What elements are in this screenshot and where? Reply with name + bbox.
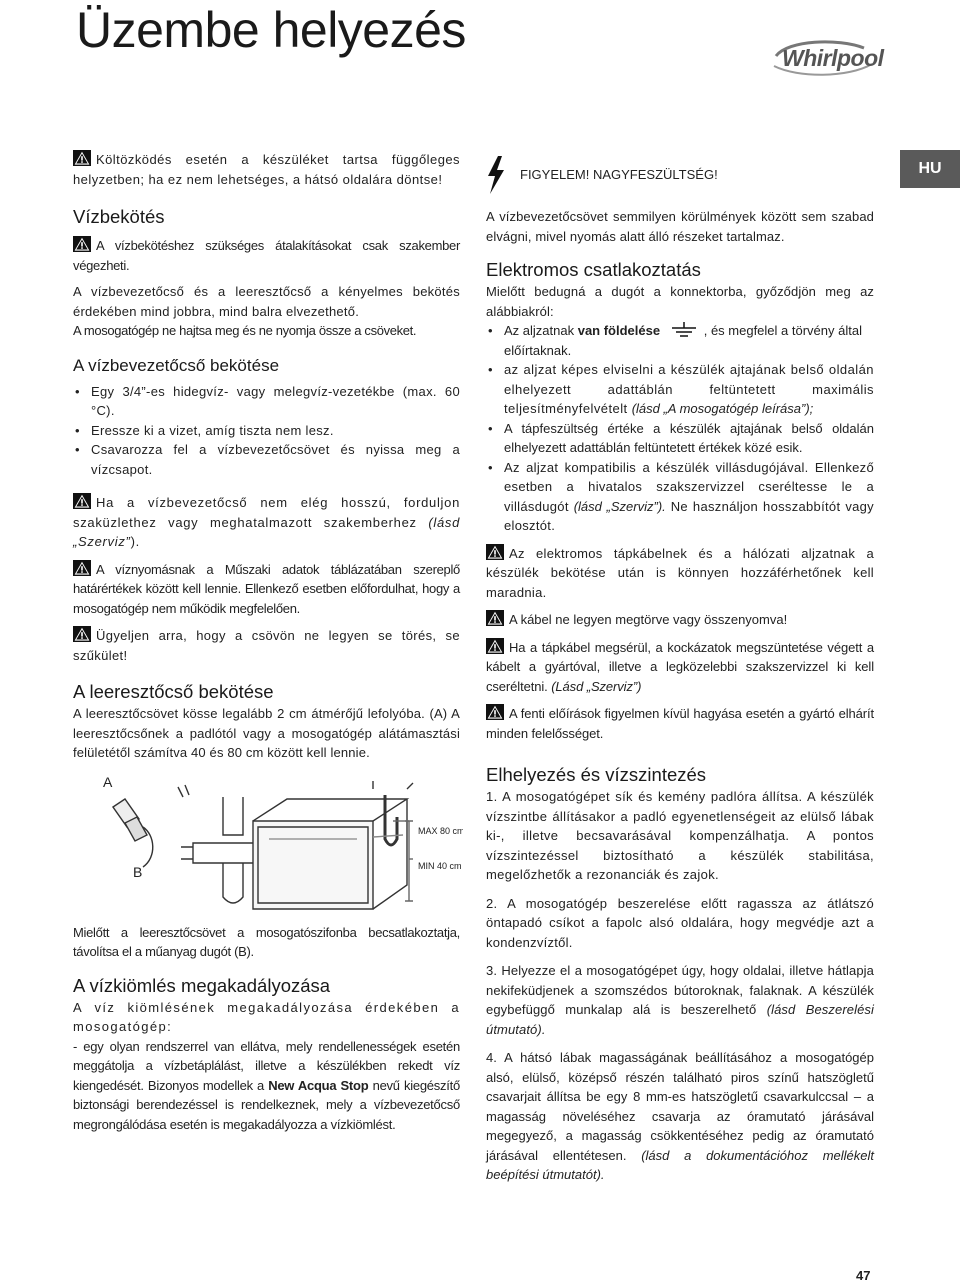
warning-icon — [73, 560, 91, 576]
flood-paragraph-2: - egy olyan rendszerrel van ellátva, mely rendellenességek esetén meggátolja a vízbetáplálást, illetve a készülékben rekedt víz kiengedését. Bizonyos modellek a New Acqua Stop nevű kiegészítő biztonsági berendezéssel is rendelkeznek, mely a vízbevezetőcső megrongálódása esetén is megakadályozza a vízkiömlést. — [73, 1038, 460, 1132]
damaged-cable-warning: Ha a tápkábel megsérül, a kockázatok megszüntetése végett a kábelt a gyártóval, illetve a legközelebbi szakszervizzel ki kell cseréltetni. (Lásd „Szerviz”) — [486, 639, 874, 694]
list-item: • Az aljzat kompatibilis a készülék villásdugójával. Ellenkező esetben a hivatalos szakszervizzel cseréltesse le a villásdugót (lásd „Szerviz”). Ne használjon hosszabbítót vagy elosztót. — [486, 458, 874, 536]
figure-label-a: A — [103, 776, 113, 790]
whirlpool-logo — [768, 38, 884, 80]
drain-diagram — [73, 777, 463, 915]
cable-kink-warning: A kábel ne legyen megtörve vagy összenyomva! — [486, 610, 874, 630]
figure-max-label: MAX 80 cm — [418, 825, 463, 836]
water-paragraph-2: A vízbevezetőcső és a leeresztőcső a kényelmes bekötés érdekében mind jobbra, mind balra elvezethető. — [73, 284, 460, 319]
page-number: 47 — [856, 1268, 871, 1283]
leveling-paragraph-1: 1. A mosogatógépet sík és kemény padlóra állítsa. A készülék vízszintbe állításakor a padló egyenetlenségeit az elülső lábak ki-, illetve becsavarásával kompenzálhatja. A pontos vízszintezéssel biztosítható a készülék stabilitása, megelőzhetők a rezonanciák és zajok. — [486, 789, 874, 882]
leveling-paragraph-3: 3. Helyezze el a mosogatógépet úgy, hogy oldalai, illetve hátlapja nekifeküdjenek a szomszédos bútoroknak, falaknak. A készülék egybefüggő munkalap alá is beszerelhető (lásd Beszerelési útmutató). — [486, 963, 874, 1037]
water-paragraph-3: A mosogatógép ne hajtsa meg és ne nyomja össze a csöveket. — [73, 323, 417, 338]
kink-warning: Ügyeljen arra, hogy a csövön ne legyen se törés, se szűkület! — [73, 628, 460, 663]
inlet-bullet-list — [73, 382, 460, 480]
figure-min-label: MIN 40 cm — [418, 860, 462, 871]
warning-icon — [73, 150, 91, 166]
page-title: Üzembe helyezés — [76, 2, 466, 58]
cable-access-warning: Az elektromos tápkábelnek és a hálózati aljzatnak a készülék bekötése után is könnyen hozzáférhetőnek kell maradnia. — [486, 545, 874, 600]
leveling-paragraph-4: 4. A hátsó lábak magasságának beállításához a mosogatógép alsó, elülső, középső részén található piros színű hatszögletű csavarjait állítsa be egy 8 mm-es hatszögletű csavarkulccsal – a magasság növeléséhez csavarja az óramutató járásával megegyező, a magasság csökkentéséhez pedig az óramutató járásával ellentétesen. (lásd a dokumentációhoz mellékelt beépítési útmutatót). — [486, 1050, 875, 1182]
drain-hose-heading: A leeresztőcső bekötése — [73, 681, 274, 702]
high-voltage-title: FIGYELEM! NAGYFESZÜLTSÉG! — [520, 167, 718, 183]
brand-name: Whirlpool — [782, 45, 884, 71]
drain-paragraph: A leeresztőcsövet kösse legalább 2 cm átmérőjű lefolyóba. (A) A leeresztőcsőnek a padlótól vagy a mosogatógép alátámasztási felületétől számítva 40 és 80 cm között kell lennie. — [73, 706, 460, 760]
list-item: • Egy 3/4”-es hidegvíz- vagy melegvíz-vezetékbe (max. 60 °C). — [73, 382, 460, 421]
list-item: • Az aljzatnak van földelése , és megfelel a törvény által előírtaknak. — [486, 321, 874, 360]
flood-paragraph-1: A víz kiömlésének megakadályozása érdekében a mosogatógép: — [73, 999, 460, 1034]
high-voltage-paragraph: A vízbevezetőcsövet semmilyen körülmények között sem szabad elvágni, mivel nyomás alatt álló részeket tartalmaz. — [486, 209, 874, 244]
warning-icon — [73, 626, 91, 642]
warning-icon — [73, 236, 91, 252]
warning-icon — [486, 610, 504, 626]
list-item: • Eressze ki a vizet, amíg tiszta nem lesz. — [73, 421, 460, 441]
warning-icon — [486, 638, 504, 654]
warning-icon — [486, 544, 504, 560]
warning-icon — [486, 704, 504, 720]
list-item: • az aljzat képes elviselni a készülék ajtajának belső oldalán elhelyezett adattáblán feltüntetett maximális teljesítményfelvételt (lásd „A mosogatógép leírása”); — [486, 360, 874, 419]
electrical-intro: Mielőtt bedugná a dugót a konnektorba, győződjön meg az alábbiakról: — [486, 284, 874, 319]
lightning-icon — [486, 156, 506, 194]
pressure-warning: A víznyomásnak a Műszaki adatok táblázatában szereplő határértékek között kell lennie. Ellenkező esetben előfordulhat, hogy a mosogatógép nem működik megfelelően. — [73, 561, 460, 616]
high-voltage-title-row — [486, 156, 874, 194]
warning-icon — [73, 493, 91, 509]
inlet-hose-heading: A vízbevezetőcső bekötése — [73, 355, 280, 375]
list-item: • Csavarozza fel a vízbevezetőcsövet és nyissa meg a vízcsapot. — [73, 440, 460, 479]
leveling-paragraph-2: 2. A mosogatógép beszerelése előtt ragassza az átlátszó öntapadó csíkot a fapolc alsó oldalára, hogy megvédje azt a kondenzvíztől. — [486, 895, 874, 950]
flood-prevention-heading: A vízkiömlés megakadályozása — [73, 974, 331, 996]
water-connection-heading: Vízbekötés — [73, 206, 165, 227]
language-tab: HU — [900, 150, 960, 188]
drain-after-paragraph: Mielőtt a leeresztőcsövet a mosogatószifonba becsatlakoztatja, távolítsa el a műanyag dugót (B). — [73, 924, 460, 959]
water-paragraph-1: A vízbekötéshez szükséges átalakításokat csak szakember végezheti. — [73, 238, 460, 273]
list-item: • A tápfeszültség értéke a készülék ajtajának belső oldalán elhelyezett adattáblán feltüntetett értékek közé esik. — [486, 419, 874, 458]
moving-warning: Költözködés esetén a készüléket tartsa függőleges helyzetben; ha ez nem lehetséges, a hátsó oldalára döntse! — [73, 152, 460, 187]
right-column — [486, 156, 874, 1185]
ground-symbol-icon — [668, 322, 700, 338]
figure-label-b: B — [133, 863, 143, 880]
liability-warning: A fenti előírások figyelmen kívül hagyása esetén a gyártó elhárít minden felelősséget. — [486, 706, 874, 741]
leveling-heading: Elhelyezés és vízszintezés — [486, 764, 707, 785]
electrical-bullet-list — [486, 321, 874, 536]
drain-figure — [73, 777, 463, 915]
short-hose-warning: Ha a vízbevezetőcső nem elég hosszú, forduljon szaküzlethez vagy meghatalmazott szakemberhez (lásd „Szerviz”). — [73, 495, 461, 549]
electrical-connection-heading: Elektromos csatlakoztatás — [486, 259, 701, 280]
left-column — [73, 150, 463, 1134]
